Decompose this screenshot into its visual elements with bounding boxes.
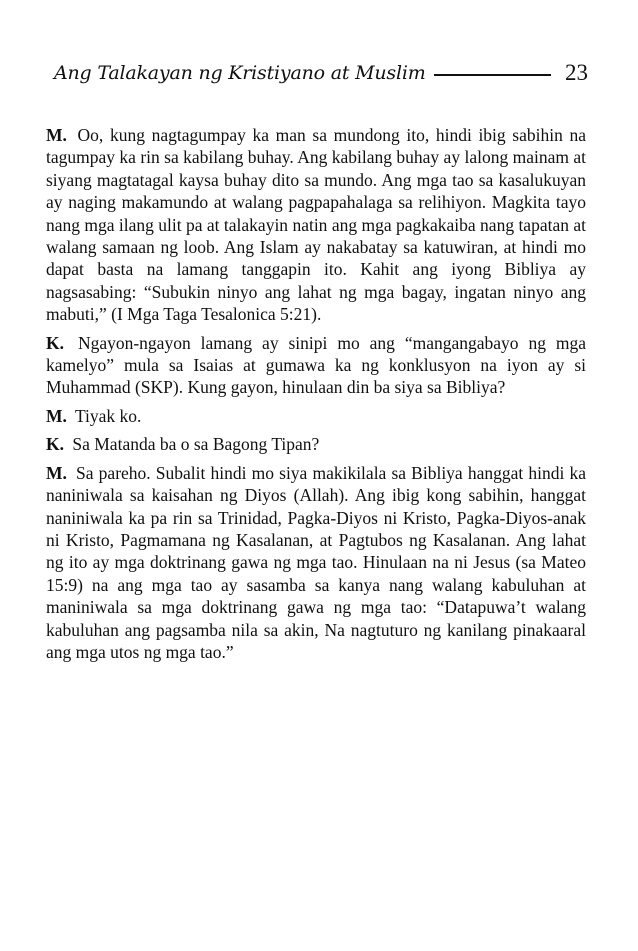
speaker-label: M.	[46, 462, 67, 483]
speaker-label: M.	[46, 125, 67, 145]
speaker-label: M.	[46, 405, 67, 426]
running-title: Ang Talakayan ng Kristiyano at Muslim	[54, 62, 426, 84]
dialogue-paragraph	[46, 462, 586, 664]
speaker-label: K.	[46, 332, 64, 353]
dialogue-paragraph	[46, 405, 586, 427]
dialogue-text: Ngayon-ngayon lamang ay sinipi mo ang “mangangabayo ng mga kamelyo” mula sa Isaias at gumawa ka ng konklusyon na iyon ay si Muhammad (SKP). Kung gayon, hinulaan din ba siya sa Bibliya?	[46, 332, 586, 398]
speaker-label: K.	[46, 434, 64, 455]
dialogue-paragraph	[46, 433, 586, 455]
dialogue-paragraph	[46, 332, 586, 399]
page-header	[54, 56, 588, 90]
page-body	[46, 124, 586, 669]
dialogue-paragraph	[46, 124, 586, 326]
dialogue-text: Tiyak ko.	[74, 405, 142, 426]
dialogue-text: Sa Matanda ba o sa Bagong Tipan?	[72, 434, 320, 455]
dialogue-text: Oo, kung nagtagumpay ka man sa mundong ito, hindi ibig sabihin na tagumpay ka rin sa kabilang buhay. Ang kabilang buhay ay lalong mainam at siyang magtatagal kaysa buhay dito sa mundo. Ang mga tao sa kasalukuyan ay naging makamundo at walang pagpapahalaga sa relihiyon. Magkita tayo nang mga ilang ulit pa at talakayin natin ang mga pagkakaiba nang tapatan at walang samaan ng loob. Ang Islam ay nakabatay sa katuwiran, at hindi mo dapat basta na lamang tanggapin ito. Kahit ang iyong Bibliya ay nagsasabing: “Subukin ninyo ang lahat ng mga bagay, ingatan ninyo ang mabuti,” (I Mga Taga Tesalonica 5:21).	[46, 125, 586, 325]
header-rule	[434, 74, 551, 76]
page-number: 23	[565, 60, 588, 85]
dialogue-text: Sa pareho. Subalit hindi mo siya makikilala sa Bibliya hanggat hindi ka naniniwala sa kaisahan ng Diyos (Allah). Ang ibig kong sabihin, hanggat naniniwala ka pa rin sa Trinidad, Pagka-Diyos ni Kristo, Pagka-Diyos-anak ni Kristo, Pagmamana ng Kasalanan, at Pagtubos ng Kasalanan. Ang lahat ng ito ay mga doktrinang gawa ng mga tao. Hinulaan na ni Jesus (sa Mateo 15:9) na ang mga tao ay sasamba sa kanya nang walang kabuluhan at maniniwala sa mga doktrinang gawa ng mga tao: “Datapuwa’t walang kabuluhan ang pagsamba nila sa akin, Na nagtuturo ng kanilang pinakaaral ang mga utos ng mga tao.”	[46, 462, 586, 662]
